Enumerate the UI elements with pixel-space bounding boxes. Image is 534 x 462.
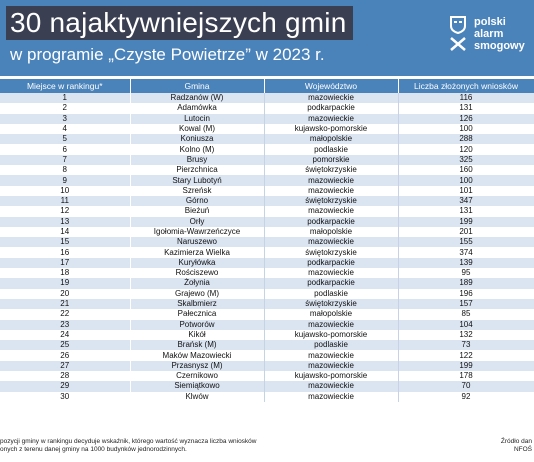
cell-gmina: Maków Mazowiecki [130,350,264,360]
cell-rank: 8 [0,165,130,175]
cell-applications: 95 [398,268,534,278]
cell-applications: 374 [398,247,534,257]
cell-applications: 288 [398,134,534,144]
cell-voivodeship: podkarpackie [264,217,398,227]
table-row [0,299,534,309]
cell-gmina: Brusy [130,155,264,165]
cell-gmina: Stary Lubotyń [130,175,264,185]
cell-gmina: Brańsk (M) [130,340,264,350]
cell-gmina: Orły [130,217,264,227]
table-row [0,278,534,288]
table-row [0,340,534,350]
cell-applications: 92 [398,392,534,402]
cell-voivodeship: mazowieckie [264,186,398,196]
cell-voivodeship: świętokrzyskie [264,196,398,206]
header-banner [0,0,534,76]
cell-gmina: Igołomia-Wawrzeńczyce [130,227,264,237]
cell-voivodeship: kujawsko-pomorskie [264,330,398,340]
cell-gmina: Górno [130,196,264,206]
cell-applications: 201 [398,227,534,237]
cell-gmina: Koniusza [130,134,264,144]
cell-rank: 3 [0,114,130,124]
cell-gmina: Bieżuń [130,206,264,216]
cell-voivodeship: mazowieckie [264,381,398,391]
table-row [0,134,534,144]
cell-applications: 139 [398,258,534,268]
cell-voivodeship: podlaskie [264,289,398,299]
table-row [0,165,534,175]
table-row [0,227,534,237]
table-row [0,206,534,216]
cell-voivodeship: podkarpackie [264,258,398,268]
cell-voivodeship: świętokrzyskie [264,247,398,257]
cell-applications: 189 [398,278,534,288]
cell-applications: 100 [398,124,534,134]
table-row [0,309,534,319]
cell-applications: 120 [398,144,534,154]
cell-gmina: Czernikowo [130,371,264,381]
cell-rank: 23 [0,320,130,330]
table-row [0,350,534,360]
logo-text [474,16,525,52]
table-row [0,392,534,402]
cell-gmina: Naruszewo [130,237,264,247]
footnote-line-2: onych z terenu danej gminy na 1000 budynków jednorodzinnych. [0,446,187,453]
cell-rank: 29 [0,381,130,391]
cell-rank: 22 [0,309,130,319]
page-title: 30 najaktywniejszych gmin [6,6,353,40]
cell-gmina: Kowal (M) [130,124,264,134]
cell-gmina: Kikół [130,330,264,340]
cell-rank: 25 [0,340,130,350]
table-row [0,114,534,124]
cell-voivodeship: podlaskie [264,340,398,350]
cell-voivodeship: kujawsko-pomorskie [264,371,398,381]
cell-gmina: Klwów [130,392,264,402]
table-row [0,155,534,165]
cell-rank: 2 [0,103,130,113]
cell-rank: 5 [0,134,130,144]
cell-gmina: Przasnysz (M) [130,361,264,371]
table-row [0,371,534,381]
cell-rank: 14 [0,227,130,237]
source-line-1: Źródło dan [500,438,532,445]
table-row [0,186,534,196]
cell-applications: 199 [398,217,534,227]
cell-rank: 6 [0,144,130,154]
cell-applications: 104 [398,320,534,330]
cell-voivodeship: podkarpackie [264,103,398,113]
cell-rank: 18 [0,268,130,278]
cell-voivodeship: podkarpackie [264,278,398,288]
cell-rank: 26 [0,350,130,360]
page-subtitle: w programie „Czyste Powietrze” w 2023 r. [10,45,325,64]
cell-rank: 1 [0,93,130,103]
cell-applications: 199 [398,361,534,371]
cell-applications: 73 [398,340,534,350]
cell-rank: 16 [0,247,130,257]
table-body [0,93,534,402]
cell-applications: 101 [398,186,534,196]
table-row [0,289,534,299]
table-row [0,361,534,371]
cell-rank: 13 [0,217,130,227]
cell-gmina: Potworów [130,320,264,330]
cell-rank: 11 [0,196,130,206]
cell-rank: 19 [0,278,130,288]
cell-gmina: Grajewo (M) [130,289,264,299]
table-header-row [0,79,534,93]
cell-gmina: Siemiątkowo [130,381,264,391]
table-row [0,124,534,134]
table-row [0,381,534,391]
table-row [0,247,534,257]
table-row [0,330,534,340]
table-row [0,258,534,268]
cell-voivodeship: mazowieckie [264,237,398,247]
cell-rank: 28 [0,371,130,381]
cell-gmina: Pierzchnica [130,165,264,175]
cell-gmina: Adamówka [130,103,264,113]
cell-gmina: Radzanów (W) [130,93,264,103]
logo-word-2: alarm [474,28,504,40]
table-row [0,217,534,227]
footnote [0,438,257,454]
cell-voivodeship: mazowieckie [264,175,398,185]
cell-gmina: Kuryłówka [130,258,264,268]
cell-applications: 178 [398,371,534,381]
cell-applications: 122 [398,350,534,360]
cell-voivodeship: mazowieckie [264,361,398,371]
cell-voivodeship: małopolskie [264,227,398,237]
cell-gmina: Kolno (M) [130,144,264,154]
cell-applications: 325 [398,155,534,165]
cell-applications: 160 [398,165,534,175]
cell-gmina: Szreńsk [130,186,264,196]
cell-applications: 70 [398,381,534,391]
cell-applications: 347 [398,196,534,206]
column-header-applications: Liczba złożonych wniosków [398,79,534,93]
cell-voivodeship: mazowieckie [264,350,398,360]
cell-applications: 85 [398,309,534,319]
cell-applications: 157 [398,299,534,309]
table-row [0,93,534,103]
cell-voivodeship: pomorskie [264,155,398,165]
source-note [501,438,532,454]
cell-rank: 10 [0,186,130,196]
logo-word-1: polski [474,16,506,28]
cell-gmina: Rościszewo [130,268,264,278]
column-header-rank: Miejsce w rankingu* [0,79,130,93]
cell-applications: 131 [398,206,534,216]
cell-gmina: Pałecznica [130,309,264,319]
cell-rank: 12 [0,206,130,216]
cell-voivodeship: mazowieckie [264,206,398,216]
cell-rank: 20 [0,289,130,299]
cell-voivodeship: mazowieckie [264,114,398,124]
cell-voivodeship: kujawsko-pomorskie [264,124,398,134]
logo-word-3: smogowy [474,40,525,52]
cell-rank: 30 [0,392,130,402]
cell-rank: 24 [0,330,130,340]
cell-voivodeship: małopolskie [264,134,398,144]
cell-applications: 126 [398,114,534,124]
cell-rank: 27 [0,361,130,371]
cell-voivodeship: mazowieckie [264,392,398,402]
cell-gmina: Lutocin [130,114,264,124]
cell-applications: 116 [398,93,534,103]
polski-alarm-smogowy-logo[interactable] [448,14,534,62]
cell-voivodeship: mazowieckie [264,268,398,278]
cell-applications: 131 [398,103,534,113]
cell-rank: 4 [0,124,130,134]
table-row [0,268,534,278]
cell-applications: 155 [398,237,534,247]
cell-gmina: Żołynia [130,278,264,288]
cell-rank: 9 [0,175,130,185]
column-header-gmina: Gmina [130,79,264,93]
table-row [0,320,534,330]
cell-voivodeship: małopolskie [264,309,398,319]
cell-rank: 17 [0,258,130,268]
cell-applications: 100 [398,175,534,185]
cell-gmina: Skalbmierz [130,299,264,309]
cell-voivodeship: podlaskie [264,144,398,154]
mask-icon [448,14,468,54]
cell-rank: 15 [0,237,130,247]
table-row [0,237,534,247]
footnote-line-1: pozycji gminy w rankingu decyduje wskaźnik, którego wartość wyznacza liczba wniosków [0,438,257,445]
cell-voivodeship: mazowieckie [264,93,398,103]
cell-voivodeship: świętokrzyskie [264,299,398,309]
source-line-2: NFOŚ [513,446,532,453]
table-row [0,103,534,113]
table-row [0,196,534,206]
cell-rank: 7 [0,155,130,165]
cell-applications: 196 [398,289,534,299]
column-header-voivodeship: Województwo [264,79,398,93]
cell-voivodeship: świętokrzyskie [264,165,398,175]
cell-applications: 132 [398,330,534,340]
table-row [0,144,534,154]
ranking-table [0,79,534,402]
cell-gmina: Kazimierza Wielka [130,247,264,257]
cell-voivodeship: mazowieckie [264,320,398,330]
table-row [0,175,534,185]
cell-rank: 21 [0,299,130,309]
